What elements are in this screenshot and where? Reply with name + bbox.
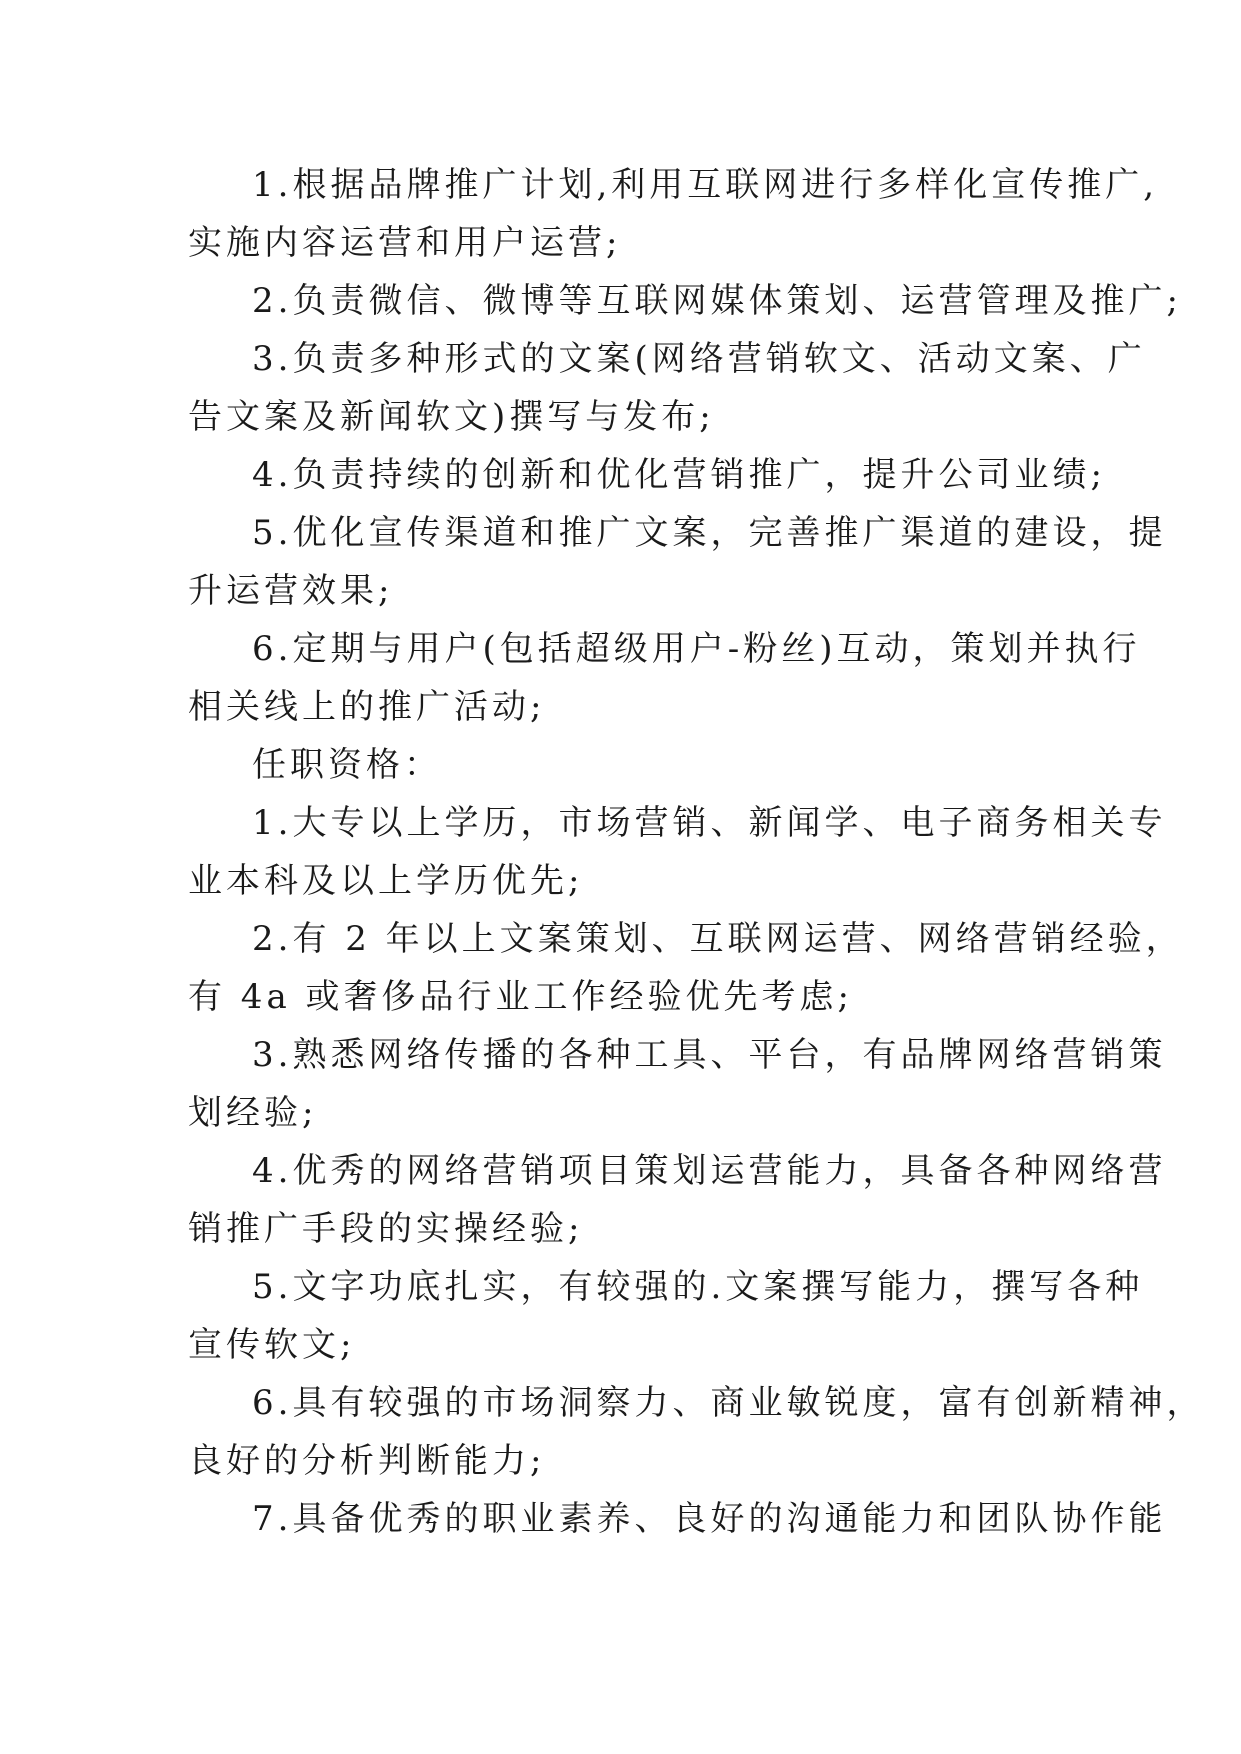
- text-line: 1.大专以上学历，市场营销、新闻学、电子商务相关专: [252, 803, 1167, 843]
- text-line: 4.优秀的网络营销项目策划运营能力，具备各种网络营: [252, 1151, 1167, 1191]
- text-line: 2.负责微信、微博等互联网媒体策划、运营管理及推广;: [252, 281, 1182, 321]
- text-line: 6.定期与用户(包括超级用户-粉丝)互动，策划并执行: [252, 629, 1141, 669]
- text-line: 3.熟悉网络传播的各种工具、平台，有品牌网络营销策: [252, 1035, 1167, 1075]
- text-line: 相关线上的推广活动;: [188, 687, 546, 727]
- text-line: 2.有 2 年以上文案策划、互联网运营、网络营销经验，: [252, 919, 1184, 959]
- text-line: 告文案及新闻软文)撰写与发布;: [188, 397, 715, 437]
- text-line: 实施内容运营和用户运营;: [188, 223, 622, 263]
- text-line: 3.负责多种形式的文案(网络营销软文、活动文案、广: [252, 339, 1146, 379]
- text-line: 有 4a 或奢侈品行业工作经验优先考虑;: [188, 977, 853, 1017]
- text-line: 7.具备优秀的职业素养、良好的沟通能力和团队协作能: [252, 1499, 1167, 1539]
- document-body: [188, 156, 1205, 1548]
- text-line: 划经验;: [188, 1093, 318, 1133]
- text-line: 良好的分析判断能力;: [188, 1441, 546, 1481]
- text-line: 4.负责持续的创新和优化营销推广，提升公司业绩;: [252, 455, 1106, 495]
- text-line: 5.优化宣传渠道和推广文案，完善推广渠道的建设，提: [252, 513, 1167, 553]
- text-line: 升运营效果;: [188, 571, 394, 611]
- text-line: 销推广手段的实操经验;: [188, 1209, 584, 1249]
- text-line: 宣传软文;: [188, 1325, 356, 1365]
- text-line: 1.根据品牌推广计划,利用互联网进行多样化宣传推广,: [252, 165, 1159, 205]
- section-heading: 任职资格：: [252, 745, 442, 785]
- text-line: 6.具有较强的市场洞察力、商业敏锐度，富有创新精神，: [252, 1383, 1205, 1423]
- text-line: 5.文字功底扎实，有较强的.文案撰写能力，撰写各种: [252, 1267, 1144, 1307]
- text-line: 业本科及以上学历优先;: [188, 861, 584, 901]
